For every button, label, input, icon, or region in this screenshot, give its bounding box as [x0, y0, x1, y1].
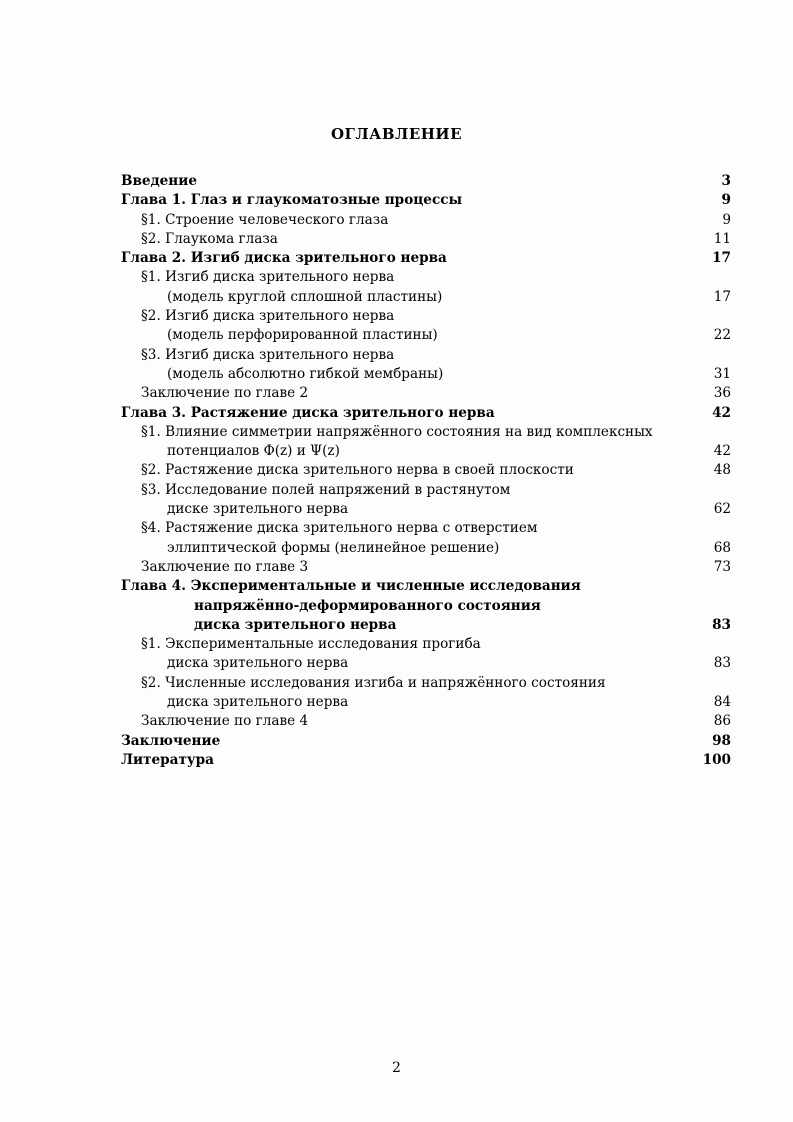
toc-entry-ch1-section-1 — [121, 211, 731, 230]
page-title: ОГЛАВЛЕНИЕ — [330, 125, 463, 143]
toc-page-number: 31 — [713, 365, 731, 382]
toc-page-number: 9 — [722, 211, 731, 228]
toc-label: Заключение по главе 2 — [141, 385, 309, 402]
toc-page-number: 22 — [713, 327, 731, 344]
toc-label: диска зрительного нерва — [167, 694, 349, 711]
toc-page-number: 48 — [713, 462, 731, 479]
toc-entry-ch2-section-3-line2 — [121, 365, 731, 384]
toc-page-number: 83 — [713, 655, 731, 672]
toc-page-number: 17 — [712, 250, 731, 267]
toc-label: диска зрительного нерва — [194, 616, 397, 633]
toc-entry-ch3-section-3-line2 — [121, 500, 731, 519]
page-number: 2 — [392, 1060, 401, 1076]
toc-page-number: 83 — [712, 616, 731, 633]
toc-page-number: 86 — [713, 713, 731, 730]
toc-entry-ch2-section-3-line1 — [121, 346, 731, 365]
toc-label: §3. Исследование полей напряжений в растянутом — [141, 481, 511, 498]
toc-entry-ch2-section-2-line1 — [121, 307, 731, 326]
toc-page-number: 62 — [713, 501, 731, 518]
toc-label: §2. Изгиб диска зрительного нерва — [141, 308, 395, 325]
toc-page-number: 9 — [721, 192, 731, 209]
toc-entry-conclusion — [121, 732, 731, 751]
toc-entry-references — [121, 751, 731, 770]
toc-label: потенциалов Φ(z) и Ψ(z) — [167, 443, 340, 460]
toc-entry-chapter-4-line1 — [121, 577, 731, 596]
toc-label: §2. Растяжение диска зрительного нерва в своей плоскости — [141, 462, 574, 479]
toc-label: Глава 1. Глаз и глаукоматозные процессы — [121, 192, 463, 209]
toc-label: §3. Изгиб диска зрительного нерва — [141, 346, 395, 363]
toc-label: эллиптической формы (нелинейное решение) — [167, 539, 500, 556]
toc-page-number: 17 — [713, 288, 731, 305]
toc-label: Глава 4. Экспериментальные и численные исследования — [121, 578, 581, 595]
toc-page-number: 36 — [713, 385, 731, 402]
toc-label: Заключение по главе 3 — [141, 558, 309, 575]
toc-entry-ch2-conclusion — [121, 384, 731, 403]
toc-entry-chapter-4-line2 — [121, 597, 731, 616]
toc-page-number: 42 — [713, 443, 731, 460]
toc-label: Глава 2. Изгиб диска зрительного нерва — [121, 250, 447, 267]
toc-label: Заключение — [121, 732, 221, 749]
table-of-contents — [121, 172, 731, 770]
toc-label: §1. Изгиб диска зрительного нерва — [141, 269, 395, 286]
toc-entry-ch2-section-1-line2 — [121, 288, 731, 307]
toc-entry-ch3-section-1-line2 — [121, 442, 731, 461]
toc-label: диске зрительного нерва — [167, 501, 349, 518]
toc-label: Введение — [121, 173, 197, 189]
toc-label: (модель круглой сплошной пластины) — [167, 288, 443, 305]
toc-entry-chapter-2 — [121, 249, 731, 268]
toc-page-number: 98 — [712, 732, 731, 749]
toc-page-number: 42 — [712, 404, 731, 421]
toc-label: напряжённо-деформированного состояния — [194, 597, 541, 614]
toc-entry-intro — [121, 172, 731, 191]
toc-entry-ch4-conclusion — [121, 712, 731, 731]
toc-label: §1. Строение человеческого глаза — [141, 211, 389, 228]
toc-entry-ch4-section-2-line2 — [121, 693, 731, 712]
toc-page-number: 73 — [713, 558, 731, 575]
toc-entry-ch3-section-4-line2 — [121, 539, 731, 558]
toc-entry-ch1-section-2 — [121, 230, 731, 249]
toc-entry-ch2-section-1-line1 — [121, 268, 731, 287]
toc-entry-ch2-section-2-line2 — [121, 326, 731, 345]
toc-label: §1. Влияние симметрии напряжённого состояния на вид комплексных — [141, 423, 653, 440]
toc-label: Глава 3. Растяжение диска зрительного нерва — [121, 404, 495, 421]
toc-entry-ch3-conclusion — [121, 558, 731, 577]
toc-label: §1. Экспериментальные исследования прогиба — [141, 636, 481, 653]
toc-label: §2. Глаукома глаза — [141, 230, 278, 247]
toc-entry-chapter-1 — [121, 191, 731, 210]
toc-label: (модель абсолютно гибкой мембраны) — [167, 365, 444, 382]
toc-label: §4. Растяжение диска зрительного нерва с отверстием — [141, 520, 538, 537]
toc-label: (модель перфорированной пластины) — [167, 327, 438, 344]
toc-entry-ch3-section-4-line1 — [121, 519, 731, 538]
toc-entry-chapter-3 — [121, 404, 731, 423]
toc-entry-ch3-section-1-line1 — [121, 423, 731, 442]
toc-page-number: 84 — [713, 694, 731, 711]
toc-label: Заключение по главе 4 — [141, 713, 309, 730]
toc-page-number: 11 — [713, 230, 731, 247]
toc-label: §2. Численные исследования изгиба и напряжённого состояния — [141, 674, 606, 691]
toc-label: Литература — [121, 751, 214, 768]
toc-entry-chapter-4-line3 — [121, 616, 731, 635]
toc-entry-ch4-section-1-line2 — [121, 654, 731, 673]
toc-entry-ch4-section-2-line1 — [121, 674, 731, 693]
toc-page-number: 3 — [721, 173, 731, 189]
toc-page-number: 100 — [702, 751, 731, 768]
toc-entry-ch3-section-2 — [121, 461, 731, 480]
toc-entry-ch4-section-1-line1 — [121, 635, 731, 654]
toc-label: диска зрительного нерва — [167, 655, 349, 672]
toc-page-number: 68 — [713, 539, 731, 556]
toc-entry-ch3-section-3-line1 — [121, 481, 731, 500]
